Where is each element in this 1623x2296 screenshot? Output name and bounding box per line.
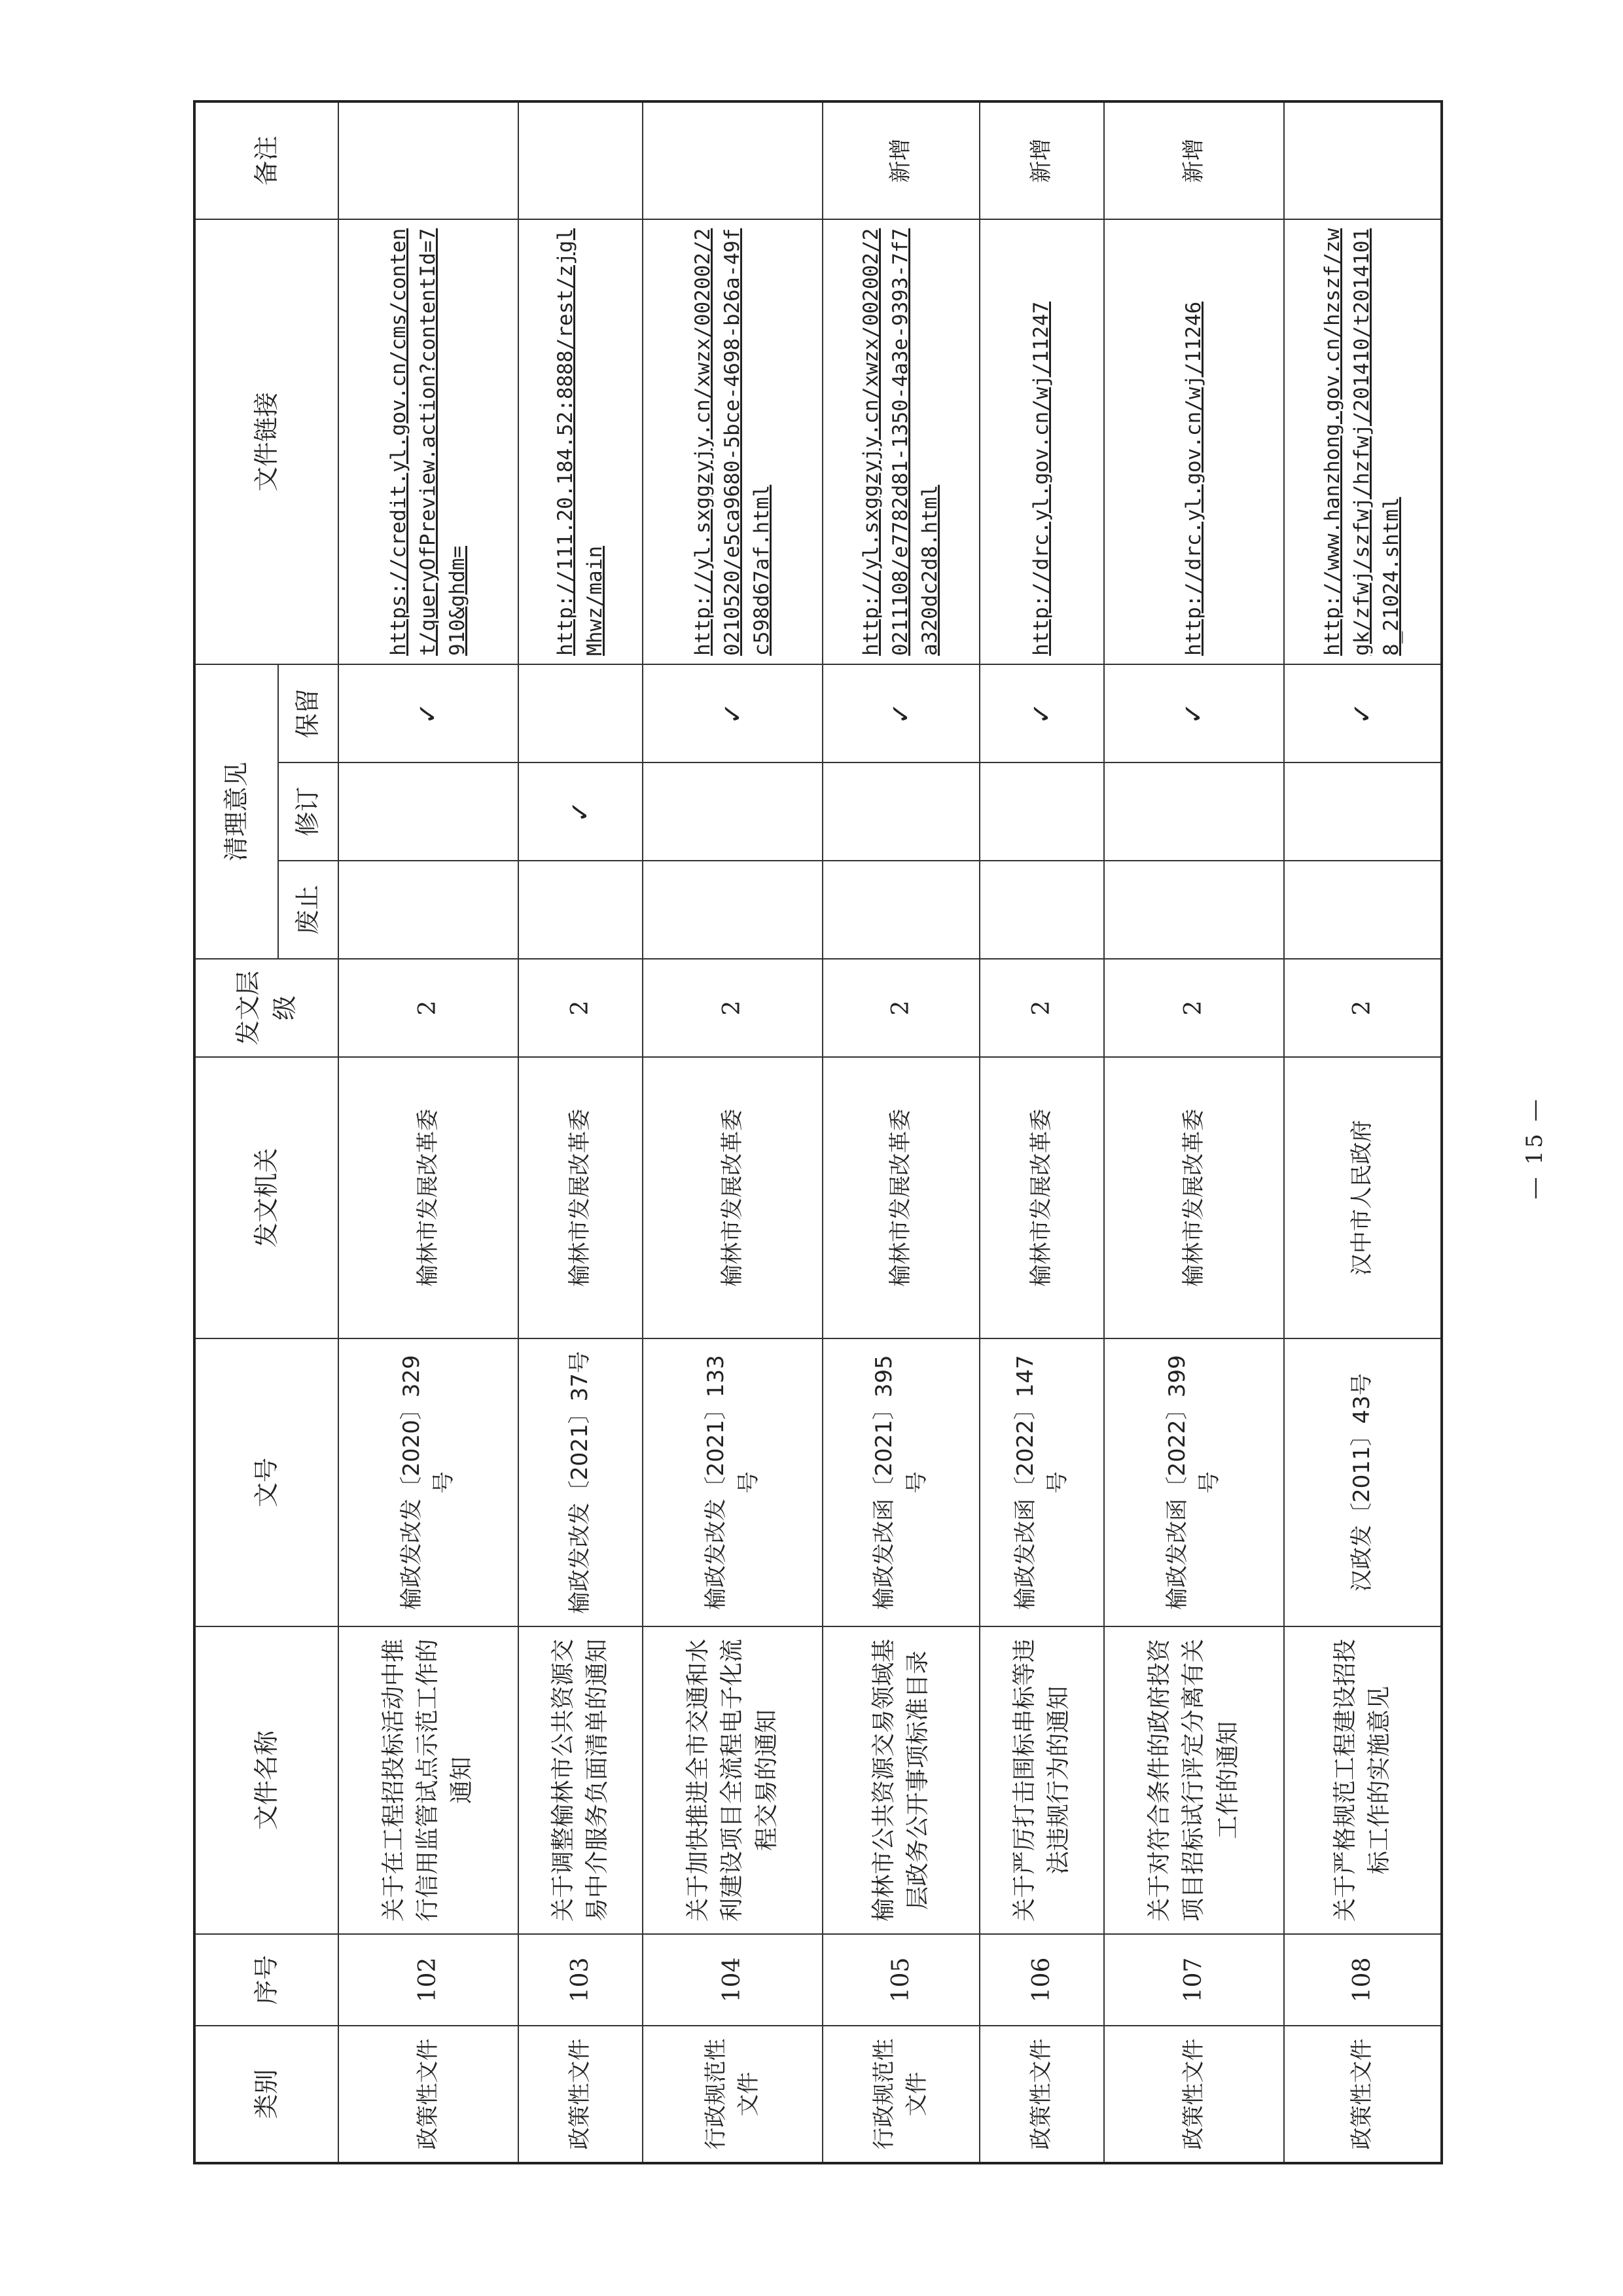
cell-note — [338, 101, 518, 219]
cell-doc-no: 榆政发改发〔2021〕133号 — [643, 1338, 823, 1626]
cell-issuer: 榆林市发展改革委 — [518, 1057, 643, 1338]
header-abolish: 废止 — [278, 861, 338, 959]
table-row — [338, 101, 518, 2163]
file-link[interactable]: http://yl.sxggzyjy.cn/xwzx/002002/20211108/e7782d81-1350-4a3e-9393-7f7a320dc2d8.html — [859, 228, 942, 656]
cell-level: 2 — [518, 959, 643, 1057]
header-revise: 修订 — [278, 762, 338, 861]
cell-keep: ✓ — [643, 664, 823, 762]
cell-link — [980, 219, 1105, 664]
cell-category: 政策性文件 — [980, 2026, 1105, 2163]
cell-revise — [1284, 762, 1442, 861]
table-row — [1284, 101, 1442, 2163]
cell-keep — [518, 664, 643, 762]
table-row — [823, 101, 980, 2163]
header-opinion: 清理意见 — [194, 664, 278, 959]
cell-keep: ✓ — [338, 664, 518, 762]
cell-keep: ✓ — [980, 664, 1105, 762]
table-row — [518, 101, 643, 2163]
cell-note — [518, 101, 643, 219]
cell-title: 关于对符合条件的政府投资项目招标试行评定分离有关工作的通知 — [1104, 1626, 1284, 1934]
cell-link — [1284, 219, 1442, 664]
cell-revise — [1104, 762, 1284, 861]
header-link: 文件链接 — [194, 219, 338, 664]
cell-title: 关于加快推进全市交通和水利建设项目全流程电子化流程交易的通知 — [643, 1626, 823, 1934]
cell-abolish — [823, 861, 980, 959]
cell-note — [1284, 101, 1442, 219]
header-title: 文件名称 — [194, 1626, 338, 1934]
cell-category: 政策性文件 — [338, 2026, 518, 2163]
cell-title: 榆林市公共资源交易领域基层政务公开事项标准目录 — [823, 1626, 980, 1934]
table-row — [1104, 101, 1284, 2163]
cell-abolish — [518, 861, 643, 959]
cell-title: 关于严格规范工程建设招投标工作的实施意见 — [1284, 1626, 1442, 1934]
header-seq: 序号 — [194, 1934, 338, 2026]
cell-issuer: 汉中市人民政府 — [1284, 1057, 1442, 1338]
cell-issuer: 榆林市发展改革委 — [338, 1057, 518, 1338]
cell-doc-no: 榆政发改函〔2021〕395号 — [823, 1338, 980, 1626]
cell-category: 行政规范性文件 — [823, 2026, 980, 2163]
cell-link — [338, 219, 518, 664]
cell-seq: 102 — [338, 1934, 518, 2026]
cell-seq: 108 — [1284, 1934, 1442, 2026]
cell-revise — [338, 762, 518, 861]
cell-abolish — [338, 861, 518, 959]
header-issuer: 发文机关 — [194, 1057, 338, 1338]
cell-abolish — [1284, 861, 1442, 959]
cell-category: 行政规范性文件 — [643, 2026, 823, 2163]
cell-doc-no: 榆政发改发〔2020〕329号 — [338, 1338, 518, 1626]
cell-level: 2 — [1284, 959, 1442, 1057]
cell-keep: ✓ — [1284, 664, 1442, 762]
cell-issuer: 榆林市发展改革委 — [643, 1057, 823, 1338]
cell-note: 新增 — [1104, 101, 1284, 219]
cell-doc-no: 榆政发改函〔2022〕147号 — [980, 1338, 1105, 1626]
cell-abolish — [1104, 861, 1284, 959]
cell-seq: 106 — [980, 1934, 1105, 2026]
cell-issuer: 榆林市发展改革委 — [823, 1057, 980, 1338]
cell-level: 2 — [1104, 959, 1284, 1057]
cell-revise: ✓ — [518, 762, 643, 861]
cell-issuer: 榆林市发展改革委 — [980, 1057, 1105, 1338]
rotated-table-wrapper — [193, 103, 1443, 2164]
cell-doc-no: 汉政发〔2011〕43号 — [1284, 1338, 1442, 1626]
cell-revise — [643, 762, 823, 861]
cell-seq: 107 — [1104, 1934, 1284, 2026]
cell-seq: 103 — [518, 1934, 643, 2026]
cell-category: 政策性文件 — [1284, 2026, 1442, 2163]
table-row — [980, 101, 1105, 2163]
cell-abolish — [643, 861, 823, 959]
cell-note: 新增 — [823, 101, 980, 219]
file-link[interactable]: http://drc.yl.gov.cn/wj/11246 — [1181, 301, 1205, 656]
cell-abolish — [980, 861, 1105, 959]
cell-seq: 104 — [643, 1934, 823, 2026]
cell-doc-no: 榆政发改函〔2022〕399号 — [1104, 1338, 1284, 1626]
header-keep: 保留 — [278, 664, 338, 762]
cell-level: 2 — [823, 959, 980, 1057]
cell-title: 关于在工程招投标活动中推行信用监管试点示范工作的通知 — [338, 1626, 518, 1934]
cell-keep: ✓ — [823, 664, 980, 762]
cell-issuer: 榆林市发展改革委 — [1104, 1057, 1284, 1338]
cell-revise — [823, 762, 980, 861]
cell-link — [643, 219, 823, 664]
cell-revise — [980, 762, 1105, 861]
cell-link — [823, 219, 980, 664]
cell-link — [518, 219, 643, 664]
table-row — [643, 101, 823, 2163]
cell-seq: 105 — [823, 1934, 980, 2026]
cell-keep: ✓ — [1104, 664, 1284, 762]
cell-level: 2 — [980, 959, 1105, 1057]
header-note: 备注 — [194, 101, 338, 219]
cell-title: 关于调整榆林市公共资源交易中介服务负面清单的通知 — [518, 1626, 643, 1934]
header-level: 发文层级 — [194, 959, 338, 1057]
header-category: 类别 — [194, 2026, 338, 2163]
cell-level: 2 — [643, 959, 823, 1057]
file-link[interactable]: http://111.20.184.52:8888/rest/zjglMhwz/main — [554, 228, 607, 656]
file-link[interactable]: http://www.hanzhong.gov.cn/hzszf/zwgk/zfwj/szfwj/hzfwj/201410/t20141018_21024.shtml — [1321, 228, 1404, 656]
cell-category: 政策性文件 — [518, 2026, 643, 2163]
header-doc-no: 文号 — [194, 1338, 338, 1626]
file-link[interactable]: http://drc.yl.gov.cn/wj/11247 — [1029, 301, 1054, 656]
document-table — [193, 100, 1443, 2164]
page-number: — 15 — — [1522, 1096, 1548, 1200]
cell-link — [1104, 219, 1284, 664]
file-link[interactable]: http://yl.sxggzyjy.cn/xwzx/002002/20210520/e5ca9680-5bce-4698-b26a-49fc598d67af.html — [691, 228, 774, 656]
cell-note — [643, 101, 823, 219]
cell-note: 新增 — [980, 101, 1105, 219]
cell-category: 政策性文件 — [1104, 2026, 1284, 2163]
cell-doc-no: 榆政发改发〔2021〕37号 — [518, 1338, 643, 1626]
cell-title: 关于严厉打击围标串标等违法违规行为的通知 — [980, 1626, 1105, 1934]
cell-level: 2 — [338, 959, 518, 1057]
file-link[interactable]: https://credit.yl.gov.cn/cms/content/queryOfPreview.action?contentId=7910&ghdm= — [386, 228, 469, 656]
